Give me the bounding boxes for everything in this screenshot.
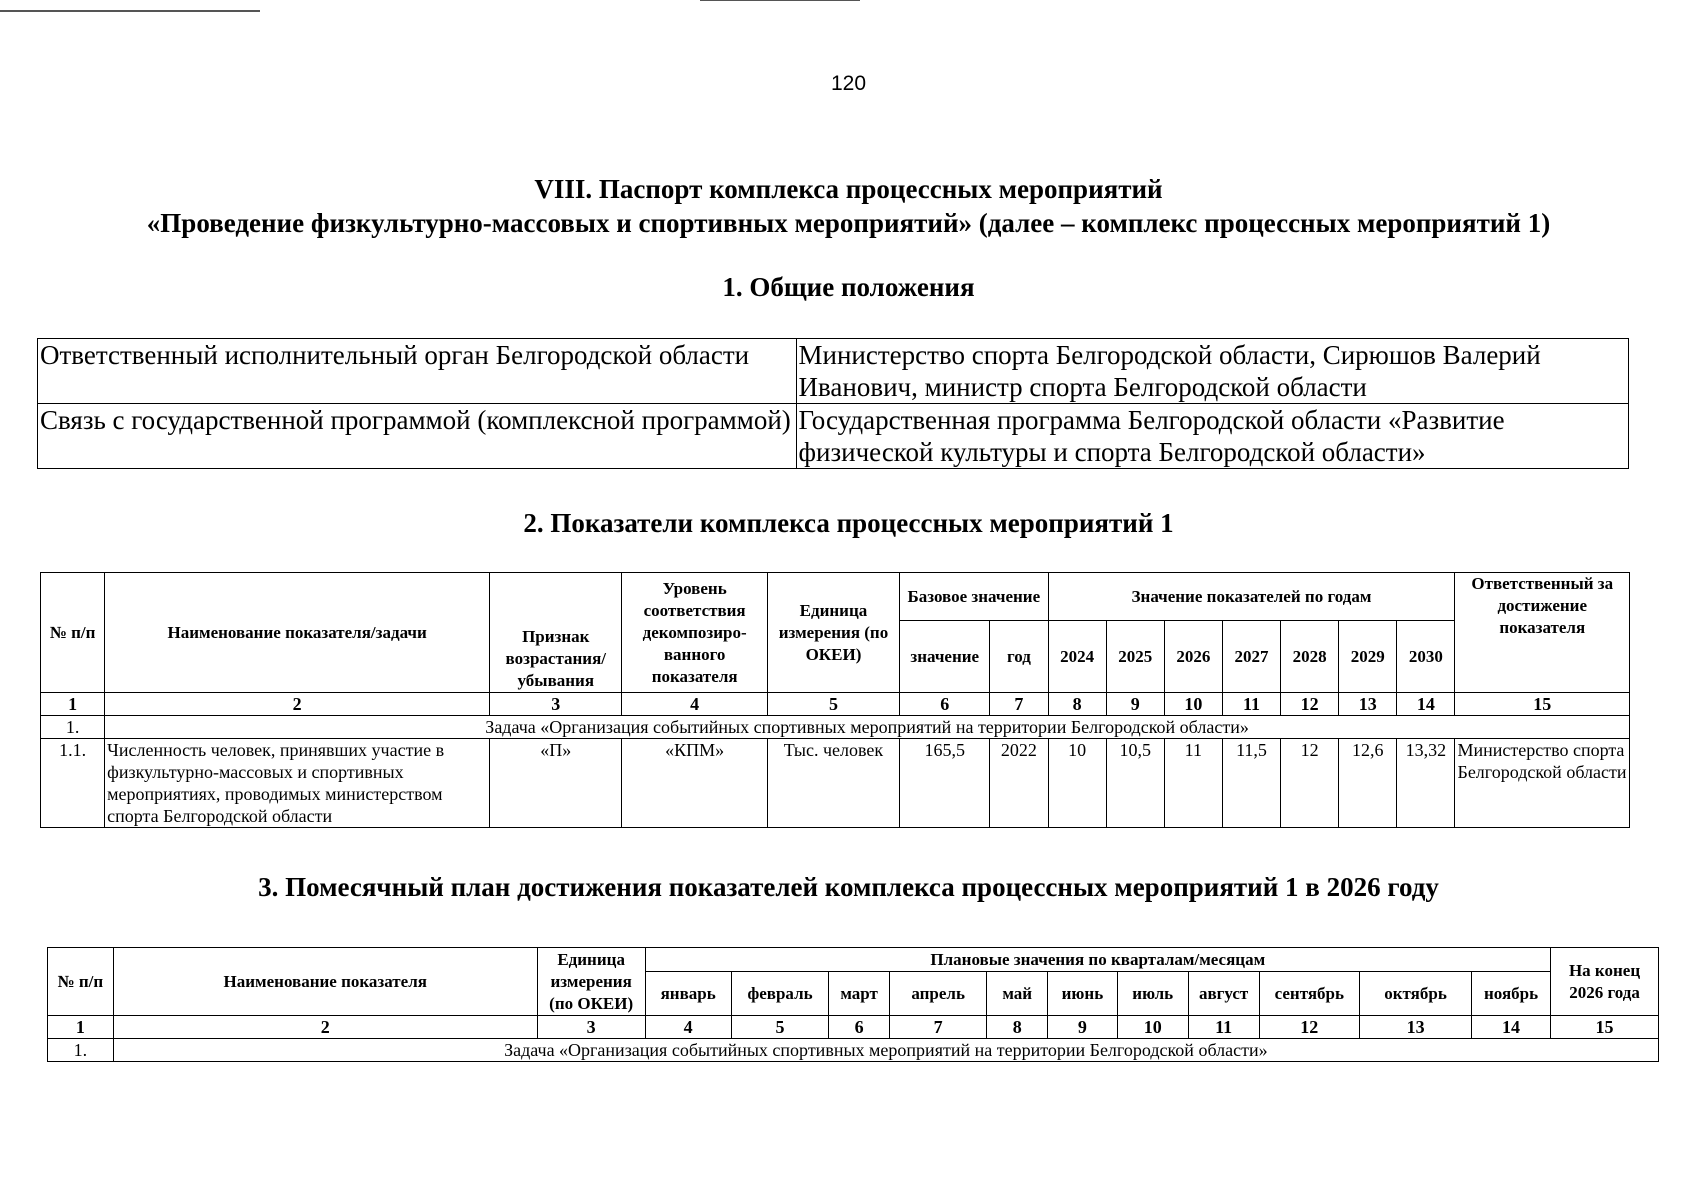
document-title-line1: VIII. Паспорт комплекса процессных мероприятий	[534, 174, 1163, 204]
header-month: ноябрь	[1472, 972, 1551, 1016]
col-number: 9	[1106, 693, 1164, 716]
header-num: № п/п	[48, 948, 114, 1016]
header-year: 2025	[1106, 621, 1164, 693]
section2-heading: 2. Показатели комплекса процессных мероприятий 1	[523, 508, 1174, 538]
col-number: 9	[1048, 1016, 1118, 1039]
col-number: 1	[41, 693, 105, 716]
col-number: 6	[900, 693, 990, 716]
col-number: 2	[105, 693, 490, 716]
provision-value: Государственная программа Белгородской области «Развитие физической культуры и спорта Белгородской области»	[796, 404, 1628, 469]
indicator-value: 10,5	[1106, 739, 1164, 828]
col-number: 8	[987, 1016, 1048, 1039]
header-year: 2027	[1222, 621, 1280, 693]
task-num: 1.	[48, 1039, 114, 1062]
col-number: 13	[1360, 1016, 1472, 1039]
header-month: январь	[645, 972, 731, 1016]
col-number: 1	[48, 1016, 114, 1039]
indicator-level: «КПМ»	[622, 739, 767, 828]
header-year: 2030	[1397, 621, 1455, 693]
provision-label: Связь с государственной программой (комплексной программой)	[38, 404, 797, 469]
table-row	[38, 404, 1629, 469]
task-text: Задача «Организация событийных спортивных мероприятий на территории Белгородской области»	[105, 716, 1630, 739]
header-end: На конец 2026 года	[1551, 948, 1659, 1016]
col-number: 2	[113, 1016, 537, 1039]
scan-artifact-line	[700, 0, 860, 1]
indicators-table	[40, 572, 1630, 828]
col-number: 4	[645, 1016, 731, 1039]
header-base-value: значение	[900, 621, 990, 693]
header-month: март	[829, 972, 890, 1016]
task-row	[48, 1039, 1659, 1062]
col-number: 6	[829, 1016, 890, 1039]
general-provisions-table	[37, 338, 1629, 469]
task-num: 1.	[41, 716, 105, 739]
header-unit: Единица измерения (по ОКЕИ)	[767, 573, 899, 693]
indicator-value: 12,6	[1339, 739, 1397, 828]
col-number: 12	[1281, 693, 1339, 716]
header-years-group: Значение показателей по годам	[1048, 573, 1455, 621]
header-name: Наименование показателя	[113, 948, 537, 1016]
col-number: 15	[1551, 1016, 1659, 1039]
header-year: 2028	[1281, 621, 1339, 693]
header-base-year: год	[990, 621, 1048, 693]
task-row	[41, 716, 1630, 739]
monthly-plan-table	[47, 947, 1659, 1062]
header-month: февраль	[731, 972, 829, 1016]
header-year: 2026	[1164, 621, 1222, 693]
col-number: 10	[1117, 1016, 1188, 1039]
header-unit: Единица измерения (по ОКЕИ)	[537, 948, 645, 1016]
header-year: 2029	[1339, 621, 1397, 693]
header-year: 2024	[1048, 621, 1106, 693]
col-number: 15	[1455, 693, 1630, 716]
header-name: Наименование показателя/задачи	[105, 573, 490, 693]
indicator-value: 13,32	[1397, 739, 1455, 828]
column-numbers-row	[48, 1016, 1659, 1039]
col-number: 4	[622, 693, 767, 716]
header-month: май	[987, 972, 1048, 1016]
header-plan-group: Плановые значения по кварталам/месяцам	[645, 948, 1551, 972]
col-number: 13	[1339, 693, 1397, 716]
header-month: сентябрь	[1259, 972, 1360, 1016]
col-number: 12	[1259, 1016, 1360, 1039]
col-number: 3	[537, 1016, 645, 1039]
col-number: 11	[1188, 1016, 1259, 1039]
task-text: Задача «Организация событийных спортивных мероприятий на территории Белгородской области»	[113, 1039, 1658, 1062]
header-responsible: Ответственный за достижение показателя	[1455, 573, 1630, 693]
indicator-num: 1.1.	[41, 739, 105, 828]
col-number: 14	[1397, 693, 1455, 716]
section1-heading: 1. Общие положения	[722, 272, 975, 302]
header-month: август	[1188, 972, 1259, 1016]
section3-heading: 3. Помесячный план достижения показателей комплекса процессных мероприятий 1 в 2026 году	[258, 872, 1439, 902]
page-number: 120	[830, 72, 867, 95]
col-number: 10	[1164, 693, 1222, 716]
indicator-sign: «П»	[490, 739, 622, 828]
header-sign: Признак возрастания/ убывания	[490, 573, 622, 693]
header-num: № п/п	[41, 573, 105, 693]
provision-value: Министерство спорта Белгородской области, Сирюшов Валерий Иванович, министр спорта Белгородской области	[796, 339, 1628, 404]
col-number: 7	[990, 693, 1048, 716]
col-number: 3	[490, 693, 622, 716]
header-level: Уровень соответствия декомпозиро-ванного показателя	[622, 573, 767, 693]
provision-label: Ответственный исполнительный орган Белгородской области	[38, 339, 797, 404]
document-title-line2: «Проведение физкультурно-массовых и спортивных мероприятий» (далее – комплекс процессных мероприятий 1)	[146, 208, 1551, 238]
indicator-value: 11	[1164, 739, 1222, 828]
indicator-value: 10	[1048, 739, 1106, 828]
header-base: Базовое значение	[900, 573, 1048, 621]
header-month: июль	[1117, 972, 1188, 1016]
indicator-value: 11,5	[1222, 739, 1280, 828]
col-number: 8	[1048, 693, 1106, 716]
scan-artifact-line	[0, 10, 260, 12]
column-numbers-row	[41, 693, 1630, 716]
header-month: апрель	[889, 972, 987, 1016]
indicator-name: Численность человек, принявших участие в физкультурно-массовых и спортивных мероприятиях, проводимых министерством спорта Белгородской области	[105, 739, 490, 828]
indicator-unit: Тыс. человек	[767, 739, 899, 828]
col-number: 11	[1222, 693, 1280, 716]
indicator-base-value: 165,5	[900, 739, 990, 828]
header-month: октябрь	[1360, 972, 1472, 1016]
table-row	[38, 339, 1629, 404]
col-number: 5	[767, 693, 899, 716]
header-month: июнь	[1048, 972, 1118, 1016]
indicator-base-year: 2022	[990, 739, 1048, 828]
col-number: 5	[731, 1016, 829, 1039]
table-row	[41, 739, 1630, 828]
indicator-value: 12	[1281, 739, 1339, 828]
col-number: 7	[889, 1016, 987, 1039]
col-number: 14	[1472, 1016, 1551, 1039]
indicator-responsible: Министерство спорта Белгородской области	[1455, 739, 1630, 828]
